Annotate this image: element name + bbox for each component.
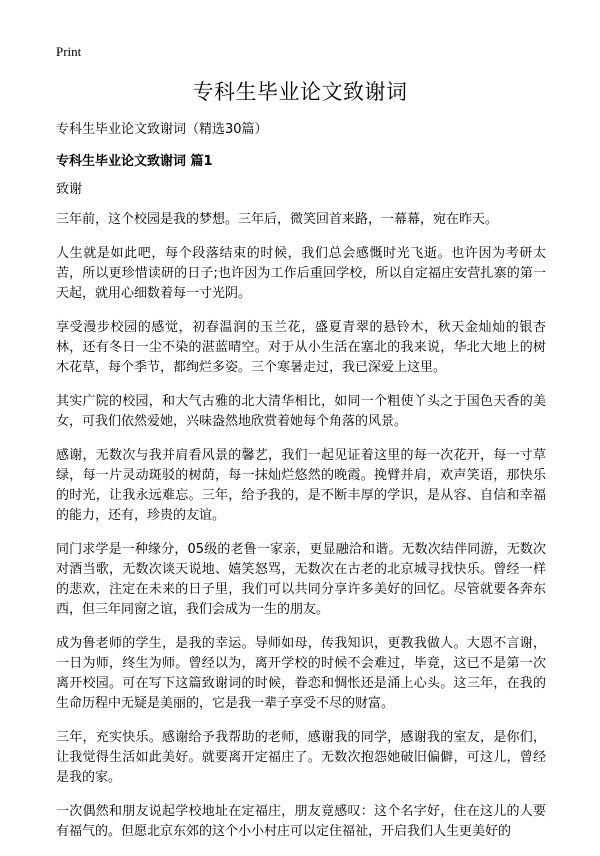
- print-link[interactable]: Print: [56, 44, 82, 59]
- paragraph: 感谢，无数次与我并肩看风景的馨艺，我们一起见证着这里的每一次花开，每一寸草绿，每一片灵动斑驳的树荫，每一抹灿烂悠然的晚霞。挽臂并肩，欢声笑语，那快乐的时光，让我永远难忘。三年，给予我的，是不断丰厚的学识，是从容、自信和幸福的能力，还有，珍贵的友谊。: [56, 448, 546, 523]
- document-body: [56, 120, 546, 856]
- page-title: 专科生毕业论文致谢词: [192, 80, 408, 104]
- paragraph: 三年前，这个校园是我的梦想。三年后，微笑回首来路，一幕幕，宛在昨天。: [56, 212, 499, 227]
- paragraph: 致谢: [56, 182, 83, 197]
- paragraph: 一次偶然和朋友说起学校地址在定福庄，朋友竟感叹：这个名字好，住在这儿的人要有福气的。但愿北京东郊的这个小小村庄可以定住福祉，开启我们人生更美好的: [56, 804, 546, 839]
- paragraph: 享受漫步校园的感觉，初春温润的玉兰花，盛夏青翠的悬铃木，秋天金灿灿的银杏林，还有冬日一尘不染的湛蓝晴空。对于从小生活在塞北的我来说，华北大地上的树木花草，每个季节，都绚烂多姿。三个寒暑走过，我已深爱上这里。: [56, 320, 546, 375]
- paragraph: 人生就是如此吧，每个段落结束的时候，我们总会感慨时光飞逝。也许因为考研太苦，所以更珍惜读研的日子;也许因为工作后重回学校，所以自定福庄安营扎寨的第一天起，就用心细数着每一寸光阴。: [56, 246, 546, 301]
- paragraph: 同门求学是一种缘分，05级的老鲁一家亲，更显融洽和谐。无数次结伴同游，无数次对酒当歌，无数次谈天说地、嬉笑怒骂，无数次在古老的北京城寻找快乐。曾经一样的悲欢，注定在未来的日子里，我们可以共同分享许多美好的回忆。尽管就要各奔东西，但三年同窗之谊，我们会成为一生的朋友。: [56, 542, 546, 617]
- section-heading: 专科生毕业论文致谢词 篇1: [56, 154, 213, 169]
- paragraph: 三年，充实快乐。感谢给予我帮助的老师，感谢我的同学，感谢我的室友，是你们，让我觉得生活如此美好。就要离开定福庄了。无数次抱怨她破旧偏僻，可这儿，曾经是我的家。: [56, 730, 546, 785]
- document-subtitle: 专科生毕业论文致谢词（精选30篇）: [56, 122, 268, 137]
- paragraph: 成为鲁老师的学生，是我的幸运。导师如母，传我知识，更教我做人。大恩不言谢，一日为师，终生为师。曾经以为，离开学校的时候不会难过，毕竟，这已不是第一次离开校园。可在写下这篇致谢词的时候，眷恋和惆怅还是涌上心头。这三年，在我的生命历程中无疑是美丽的，它是我一辈子享受不尽的财富。: [56, 636, 546, 711]
- paragraph: 其实广院的校园，和大气古雅的北大清华相比，如同一个粗使丫头之于国色天香的美女，可我们依然爱她，兴味盎然地欣赏着她每个角落的风景。: [56, 394, 546, 429]
